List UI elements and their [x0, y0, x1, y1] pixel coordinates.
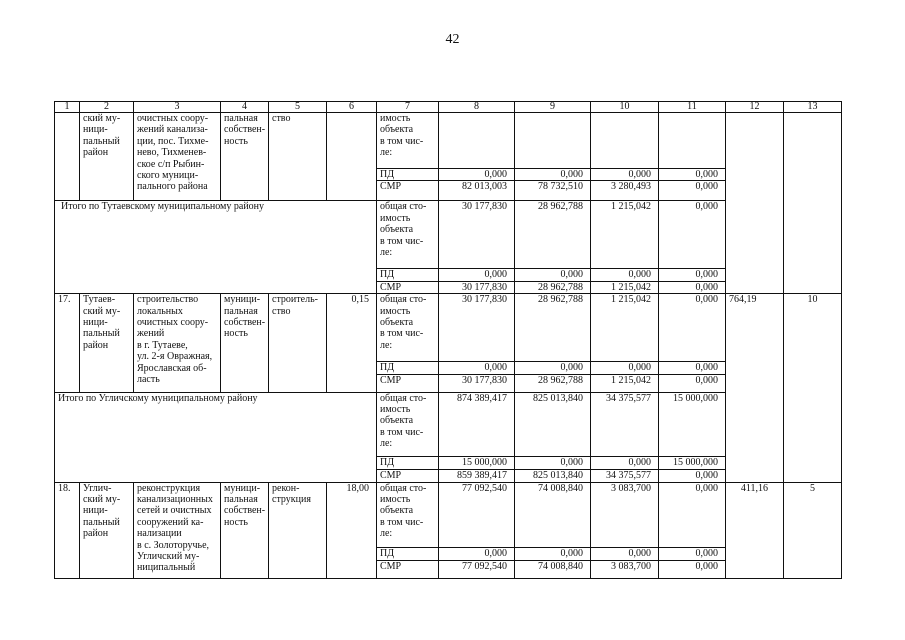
district-cell: Тутаев- ский му- ници- пальный район: [80, 294, 134, 392]
value-cell: 0,000: [439, 169, 515, 181]
estimated-cost-cell: 764,19: [726, 294, 784, 482]
value-cell: 30 177,830: [439, 201, 515, 269]
investment-table: [54, 101, 842, 579]
subtotal-label: Итого по Тутаевскому муниципальному району: [55, 201, 377, 294]
capacity-cell: 18,00: [327, 482, 377, 578]
subtotal-row: [55, 201, 842, 269]
col-header-11: 11: [659, 102, 726, 113]
table-row: [55, 482, 842, 547]
value-cell: 0,000: [439, 547, 515, 560]
col12-cell: [726, 113, 784, 294]
value-cell: 78 732,510: [515, 181, 591, 201]
value-cell: 0,000: [659, 294, 726, 362]
value-cell: 0,000: [515, 456, 591, 469]
page-number: 42: [445, 32, 460, 47]
value-cell: 1 215,042: [591, 374, 659, 392]
value-cell: 3 083,700: [591, 560, 659, 578]
value-cell: 3 083,700: [591, 482, 659, 547]
ownership-cell: пальная собствен- ность: [221, 113, 269, 201]
cost-label-cell: СМР: [377, 560, 439, 578]
value-cell: 77 092,540: [439, 560, 515, 578]
value-cell: 874 389,417: [439, 392, 515, 456]
value-cell: 28 962,788: [515, 294, 591, 362]
value-cell: 30 177,830: [439, 374, 515, 392]
value-cell: 15 000,000: [659, 456, 726, 469]
value-cell: 0,000: [591, 169, 659, 181]
row-number-cell: [55, 113, 80, 201]
value-cell: 0,000: [439, 362, 515, 374]
subtotal-label: Итого по Угличскому муниципальному району: [55, 392, 377, 482]
capacity-cell: 0,15: [327, 294, 377, 392]
value-cell: 0,000: [591, 362, 659, 374]
object-name-cell: очистных соору- жений канализа- ции, пос. Тихме- нево, Тихменев- ское с/п Рыбин- ского муници- пального района: [134, 113, 221, 201]
value-cell: 825 013,840: [515, 392, 591, 456]
cost-label-cell: СМР: [377, 374, 439, 392]
value-cell: 0,000: [515, 547, 591, 560]
value-cell: 0,000: [439, 269, 515, 281]
cost-label-cell: имость объекта в том чис- ле:: [377, 113, 439, 169]
value-cell: 15 000,000: [659, 392, 726, 456]
col-header-4: 4: [221, 102, 269, 113]
value-cell: [659, 113, 726, 169]
value-cell: 859 389,417: [439, 469, 515, 482]
value-cell: 0,000: [515, 362, 591, 374]
district-cell: Углич- ский му- ници- пальный район: [80, 482, 134, 578]
estimated-cost-cell: 411,16: [726, 482, 784, 578]
value-cell: 0,000: [659, 181, 726, 201]
row-number-cell: 17.: [55, 294, 80, 392]
value-cell: 82 013,003: [439, 181, 515, 201]
value-cell: 0,000: [591, 269, 659, 281]
cost-label-cell: общая сто- имость объекта в том чис- ле:: [377, 482, 439, 547]
cost-label-cell: ПД: [377, 362, 439, 374]
value-cell: 0,000: [659, 281, 726, 293]
table-row: [55, 113, 842, 169]
value-cell: 0,000: [659, 374, 726, 392]
cost-label-cell: ПД: [377, 456, 439, 469]
cost-label-cell: СМР: [377, 181, 439, 201]
col-header-5: 5: [269, 102, 327, 113]
value-cell: 0,000: [515, 269, 591, 281]
value-cell: 15 000,000: [439, 456, 515, 469]
value-cell: 3 280,493: [591, 181, 659, 201]
col13-cell: 5: [784, 482, 842, 578]
value-cell: [591, 113, 659, 169]
col-header-8: 8: [439, 102, 515, 113]
value-cell: 30 177,830: [439, 281, 515, 293]
value-cell: 0,000: [591, 456, 659, 469]
capacity-cell: [327, 113, 377, 201]
value-cell: 34 375,577: [591, 469, 659, 482]
value-cell: 30 177,830: [439, 294, 515, 362]
table-row: [55, 294, 842, 362]
object-name-cell: реконструкция канализационных сетей и очистных сооружений ка- нализации в с. Золоторучье, Угличский му- ниципальный: [134, 482, 221, 578]
value-cell: 825 013,840: [515, 469, 591, 482]
col-header-2: 2: [80, 102, 134, 113]
value-cell: 34 375,577: [591, 392, 659, 456]
value-cell: 28 962,788: [515, 201, 591, 269]
col-header-12: 12: [726, 102, 784, 113]
cost-label-cell: ПД: [377, 169, 439, 181]
work-type-cell: ство: [269, 113, 327, 201]
object-name-cell: строительство локальных очистных соору- жений в г. Тутаеве, ул. 2-я Овражная, Ярославская об- ласть: [134, 294, 221, 392]
value-cell: 0,000: [659, 547, 726, 560]
subtotal-row: [55, 392, 842, 456]
cost-label-cell: общая сто- имость объекта в том чис- ле:: [377, 392, 439, 456]
col-header-10: 10: [591, 102, 659, 113]
work-type-cell: строитель- ство: [269, 294, 327, 392]
district-cell: ский му- ници- пальный район: [80, 113, 134, 201]
value-cell: 28 962,788: [515, 281, 591, 293]
value-cell: [515, 113, 591, 169]
value-cell: 0,000: [659, 482, 726, 547]
col-header-6: 6: [327, 102, 377, 113]
value-cell: 1 215,042: [591, 281, 659, 293]
col-header-7: 7: [377, 102, 439, 113]
value-cell: 74 008,840: [515, 560, 591, 578]
col13-cell: [784, 113, 842, 294]
value-cell: 0,000: [659, 362, 726, 374]
cost-label-cell: общая сто- имость объекта в том чис- ле:: [377, 201, 439, 269]
value-cell: 0,000: [515, 169, 591, 181]
value-cell: 0,000: [659, 560, 726, 578]
value-cell: 77 092,540: [439, 482, 515, 547]
cost-label-cell: общая сто- имость объекта в том чис- ле:: [377, 294, 439, 362]
cost-label-cell: СМР: [377, 469, 439, 482]
col13-cell: 10: [784, 294, 842, 482]
value-cell: [439, 113, 515, 169]
cost-label-cell: ПД: [377, 547, 439, 560]
column-number-row: [55, 102, 842, 113]
cost-label-cell: СМР: [377, 281, 439, 293]
value-cell: 0,000: [659, 169, 726, 181]
cost-label-cell: ПД: [377, 269, 439, 281]
col-header-1: 1: [55, 102, 80, 113]
ownership-cell: муници- пальная собствен- ность: [221, 294, 269, 392]
work-type-cell: рекон- струкция: [269, 482, 327, 578]
value-cell: 0,000: [659, 201, 726, 269]
col-header-3: 3: [134, 102, 221, 113]
value-cell: 0,000: [659, 269, 726, 281]
value-cell: 0,000: [591, 547, 659, 560]
row-number-cell: 18.: [55, 482, 80, 578]
value-cell: 74 008,840: [515, 482, 591, 547]
col-header-13: 13: [784, 102, 842, 113]
col-header-9: 9: [515, 102, 591, 113]
value-cell: 0,000: [659, 469, 726, 482]
ownership-cell: муници- пальная собствен- ность: [221, 482, 269, 578]
value-cell: 1 215,042: [591, 294, 659, 362]
value-cell: 1 215,042: [591, 201, 659, 269]
value-cell: 28 962,788: [515, 374, 591, 392]
